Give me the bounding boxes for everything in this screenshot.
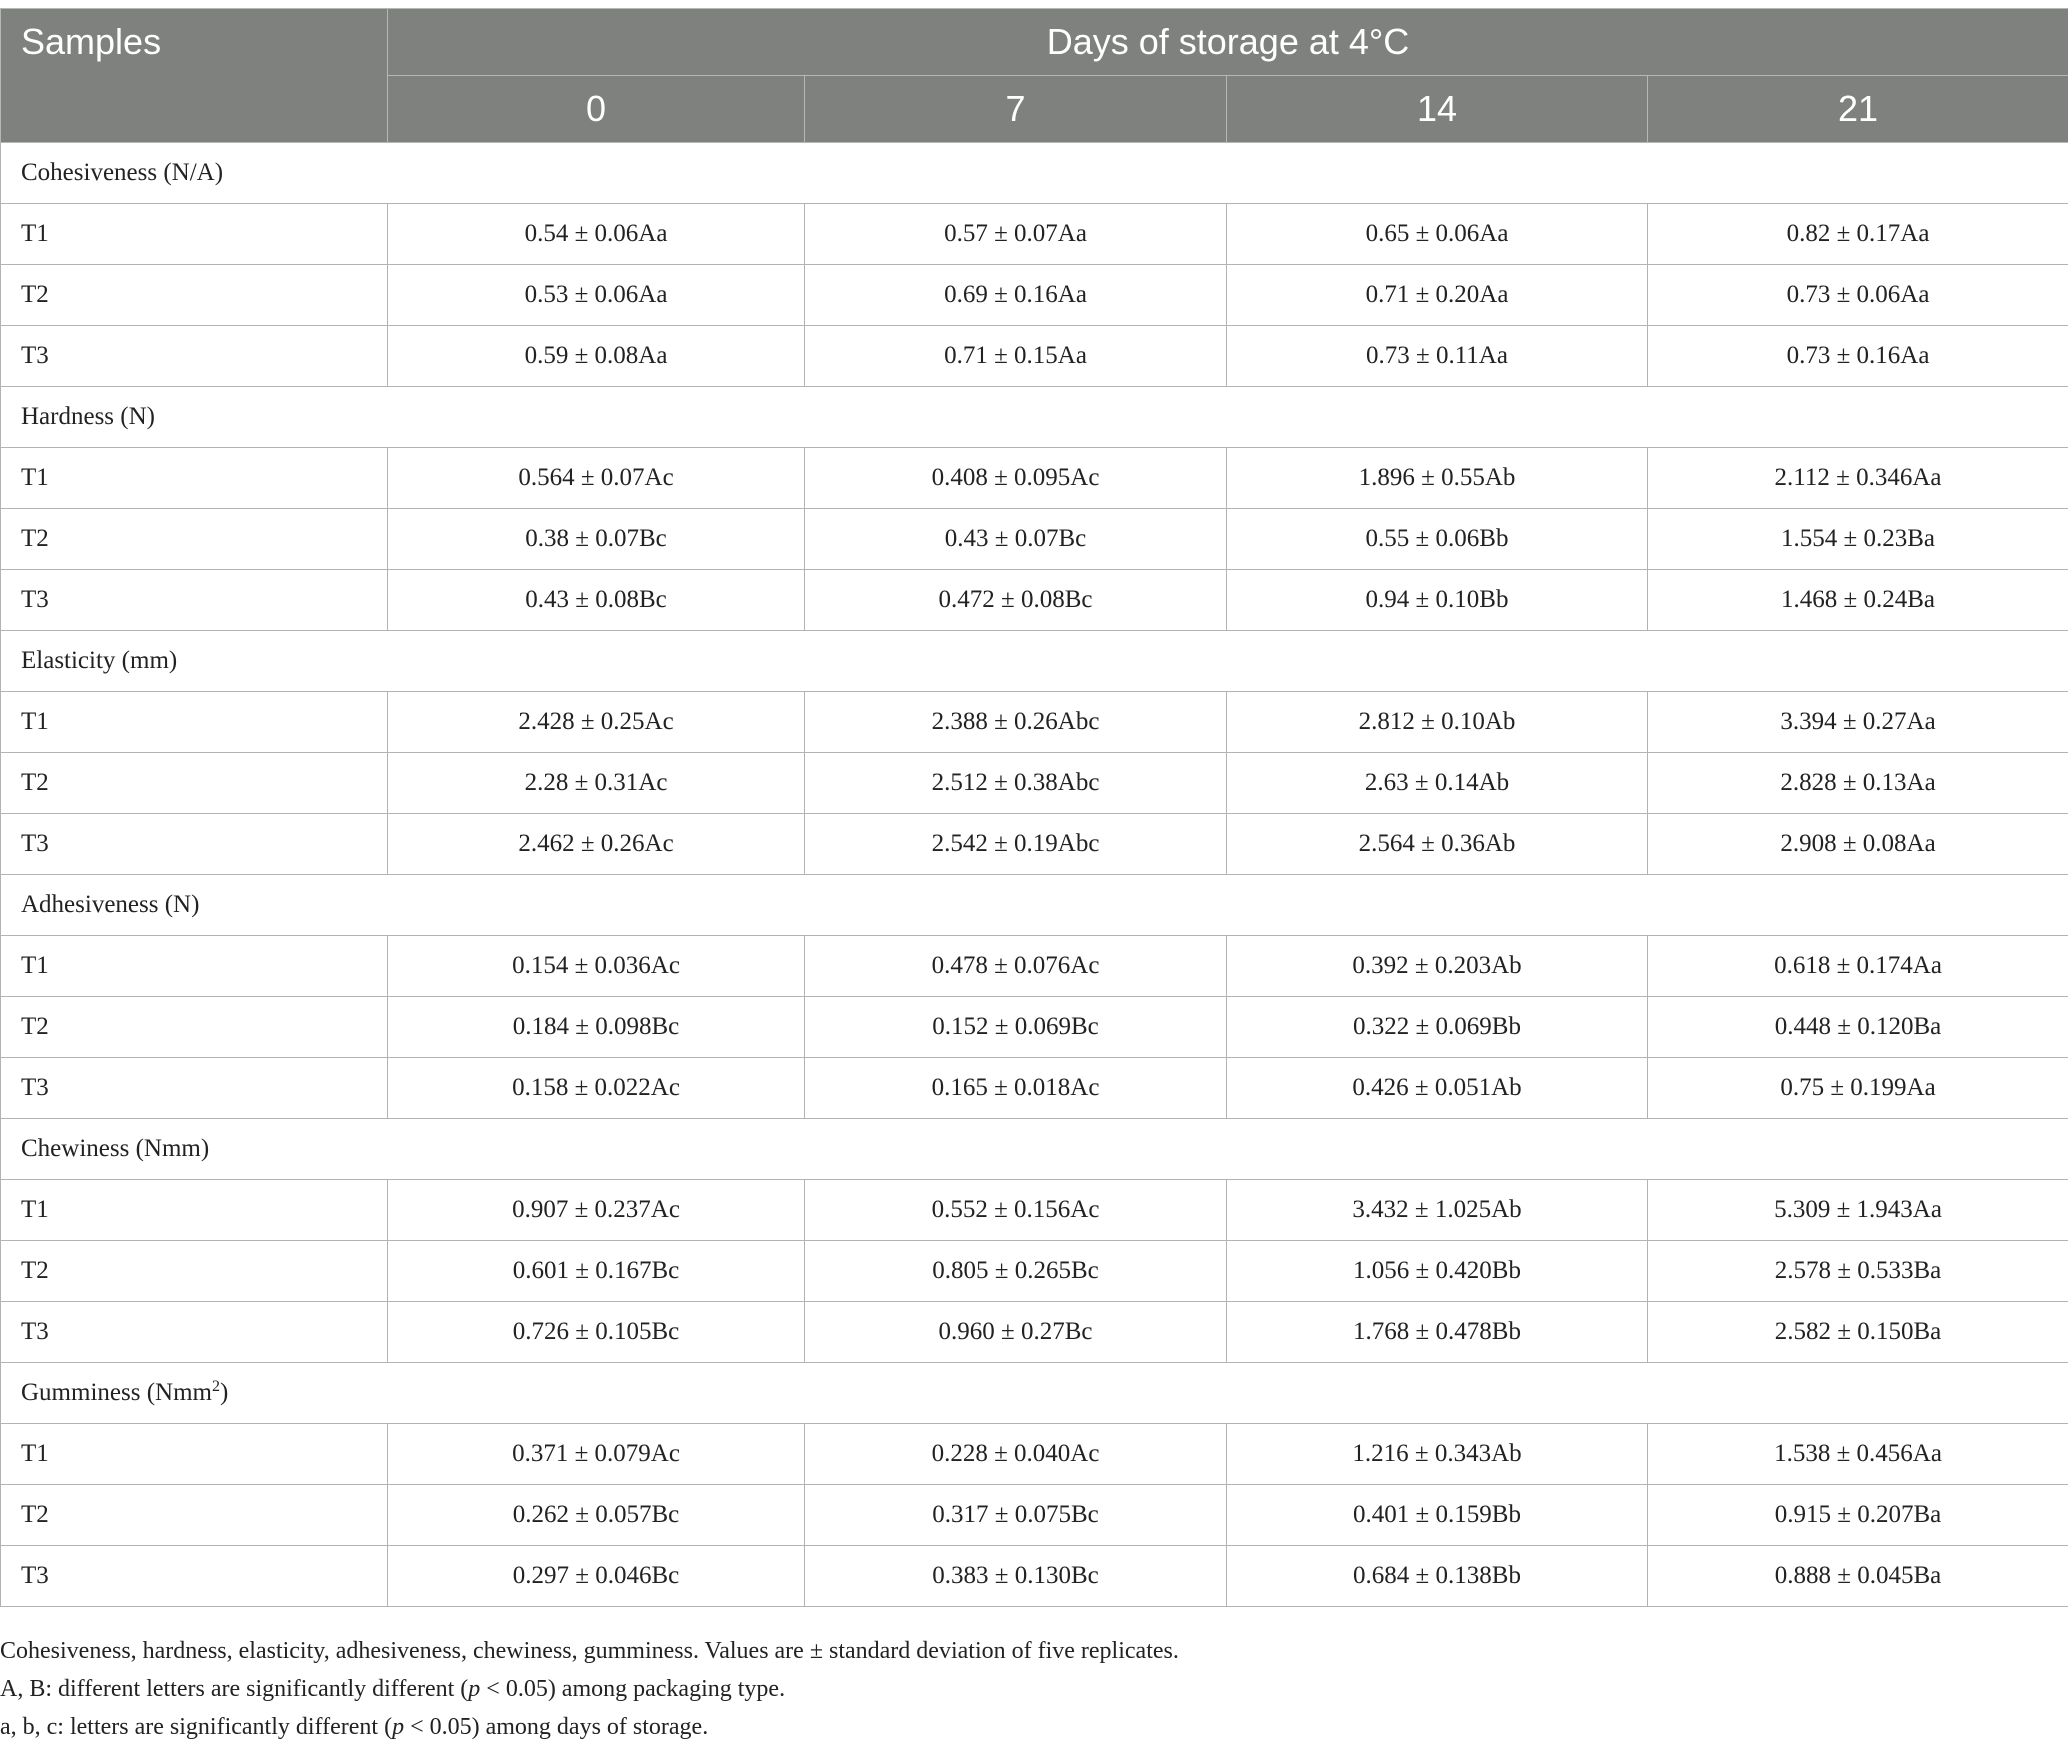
table-row (1, 448, 2068, 509)
table-cell: 0.38 ± 0.07Bc (388, 509, 805, 570)
group-row-chewiness (1, 1119, 2068, 1180)
table-cell: 2.428 ± 0.25Ac (388, 692, 805, 753)
group-row-cohesiveness (1, 143, 2068, 204)
group-label-text: Gumminess (Nmm (21, 1379, 212, 1406)
table-cell: 0.59 ± 0.08Aa (388, 326, 805, 387)
table-cell: 0.401 ± 0.159Bb (1227, 1485, 1648, 1546)
table-cell: 0.478 ± 0.076Ac (805, 936, 1227, 997)
table-cell: 0.73 ± 0.06Aa (1648, 265, 2068, 326)
table-cell: 3.394 ± 0.27Aa (1648, 692, 2068, 753)
table-cell: 3.432 ± 1.025Ab (1227, 1180, 1648, 1241)
footnote-2 (0, 1670, 2068, 1708)
table-footnotes (0, 1632, 2068, 1746)
table-cell: 1.538 ± 0.456Aa (1648, 1424, 2068, 1485)
footnote-2-text: A, B: different letters are significantly different ( (0, 1676, 469, 1702)
table-cell: 0.82 ± 0.17Aa (1648, 204, 2068, 265)
texture-table (0, 8, 2068, 1607)
sample-label: T3 (1, 1058, 388, 1119)
table-cell: 0.392 ± 0.203Ab (1227, 936, 1648, 997)
table-cell: 0.960 ± 0.27Bc (805, 1302, 1227, 1363)
table-cell: 0.684 ± 0.138Bb (1227, 1546, 1648, 1607)
header-days-of-storage: Days of storage at 4°C (388, 9, 2068, 76)
table-cell: 0.888 ± 0.045Ba (1648, 1546, 2068, 1607)
table-cell: 2.908 ± 0.08Aa (1648, 814, 2068, 875)
table-cell: 0.564 ± 0.07Ac (388, 448, 805, 509)
table-header (1, 9, 2068, 143)
header-day-21: 21 (1648, 76, 2068, 143)
table-cell: 0.601 ± 0.167Bc (388, 1241, 805, 1302)
table-cell: 2.28 ± 0.31Ac (388, 753, 805, 814)
table-cell: 0.618 ± 0.174Aa (1648, 936, 2068, 997)
group-label (1, 1363, 2068, 1424)
table-row (1, 997, 2068, 1058)
table-cell: 0.448 ± 0.120Ba (1648, 997, 2068, 1058)
group-label: Hardness (N) (1, 387, 2068, 448)
table-cell: 0.726 ± 0.105Bc (388, 1302, 805, 1363)
table-cell: 1.896 ± 0.55Ab (1227, 448, 1648, 509)
table-row (1, 1546, 2068, 1607)
footnote-3-text-tail: < 0.05) among days of storage. (404, 1714, 709, 1740)
table-cell: 0.94 ± 0.10Bb (1227, 570, 1648, 631)
sample-label: T1 (1, 692, 388, 753)
table-cell: 2.388 ± 0.26Abc (805, 692, 1227, 753)
sample-label: T3 (1, 814, 388, 875)
header-day-14: 14 (1227, 76, 1648, 143)
table-cell: 0.408 ± 0.095Ac (805, 448, 1227, 509)
table-cell: 0.154 ± 0.036Ac (388, 936, 805, 997)
table-cell: 0.472 ± 0.08Bc (805, 570, 1227, 631)
table-cell: 0.228 ± 0.040Ac (805, 1424, 1227, 1485)
footnote-1: Cohesiveness, hardness, elasticity, adhesiveness, chewiness, gumminess. Values are ± standard deviation of five replicates. (0, 1638, 1179, 1664)
sample-label: T3 (1, 1546, 388, 1607)
footnote-3 (0, 1708, 2068, 1746)
sample-label: T2 (1, 1485, 388, 1546)
table-row (1, 570, 2068, 631)
sample-label: T1 (1, 1180, 388, 1241)
table-cell: 0.43 ± 0.08Bc (388, 570, 805, 631)
table-cell: 0.158 ± 0.022Ac (388, 1058, 805, 1119)
group-row-adhesiveness (1, 875, 2068, 936)
sample-label: T1 (1, 448, 388, 509)
sample-label: T3 (1, 1302, 388, 1363)
p-symbol: p (392, 1714, 405, 1740)
table-cell: 0.54 ± 0.06Aa (388, 204, 805, 265)
table-cell: 0.907 ± 0.237Ac (388, 1180, 805, 1241)
table-cell: 2.582 ± 0.150Ba (1648, 1302, 2068, 1363)
table-cell: 2.812 ± 0.10Ab (1227, 692, 1648, 753)
table-cell: 0.73 ± 0.16Aa (1648, 326, 2068, 387)
table-row (1, 204, 2068, 265)
table-row (1, 326, 2068, 387)
sample-label: T1 (1, 204, 388, 265)
table-cell: 0.73 ± 0.11Aa (1227, 326, 1648, 387)
table-cell: 0.262 ± 0.057Bc (388, 1485, 805, 1546)
table-cell: 0.65 ± 0.06Aa (1227, 204, 1648, 265)
table-row (1, 265, 2068, 326)
table-cell: 2.828 ± 0.13Aa (1648, 753, 2068, 814)
header-day-7: 7 (805, 76, 1227, 143)
table-cell: 0.75 ± 0.199Aa (1648, 1058, 2068, 1119)
table-cell: 2.512 ± 0.38Abc (805, 753, 1227, 814)
sample-label: T2 (1, 1241, 388, 1302)
sample-label: T1 (1, 1424, 388, 1485)
group-label: Cohesiveness (N/A) (1, 143, 2068, 204)
table-row (1, 692, 2068, 753)
table-cell: 0.426 ± 0.051Ab (1227, 1058, 1648, 1119)
table-cell: 2.63 ± 0.14Ab (1227, 753, 1648, 814)
sample-label: T2 (1, 265, 388, 326)
table-cell: 1.468 ± 0.24Ba (1648, 570, 2068, 631)
table-body (1, 143, 2068, 1607)
table-cell: 2.462 ± 0.26Ac (388, 814, 805, 875)
table-cell: 0.915 ± 0.207Ba (1648, 1485, 2068, 1546)
table-cell: 0.317 ± 0.075Bc (805, 1485, 1227, 1546)
table-row (1, 936, 2068, 997)
sample-label: T3 (1, 326, 388, 387)
table-cell: 0.805 ± 0.265Bc (805, 1241, 1227, 1302)
table-row (1, 509, 2068, 570)
table-cell: 2.564 ± 0.36Ab (1227, 814, 1648, 875)
table-cell: 0.71 ± 0.15Aa (805, 326, 1227, 387)
table-row (1, 814, 2068, 875)
table-cell: 0.184 ± 0.098Bc (388, 997, 805, 1058)
sample-label: T2 (1, 997, 388, 1058)
table-cell: 0.43 ± 0.07Bc (805, 509, 1227, 570)
table-cell: 2.112 ± 0.346Aa (1648, 448, 2068, 509)
table-cell: 0.165 ± 0.018Ac (805, 1058, 1227, 1119)
table-cell: 0.55 ± 0.06Bb (1227, 509, 1648, 570)
table-cell: 2.578 ± 0.533Ba (1648, 1241, 2068, 1302)
table-cell: 1.056 ± 0.420Bb (1227, 1241, 1648, 1302)
table-cell: 0.152 ± 0.069Bc (805, 997, 1227, 1058)
table-row (1, 1302, 2068, 1363)
group-row-elasticity (1, 631, 2068, 692)
group-label: Adhesiveness (N) (1, 875, 2068, 936)
sample-label: T1 (1, 936, 388, 997)
table-row (1, 1424, 2068, 1485)
p-symbol: p (468, 1676, 481, 1702)
sample-label: T3 (1, 570, 388, 631)
table-row (1, 1485, 2068, 1546)
group-label-tail: ) (219, 1379, 229, 1406)
table-cell: 0.371 ± 0.079Ac (388, 1424, 805, 1485)
table-cell: 1.768 ± 0.478Bb (1227, 1302, 1648, 1363)
superscript-two: 2 (211, 1378, 220, 1395)
table-cell: 5.309 ± 1.943Aa (1648, 1180, 2068, 1241)
data-table-container (0, 8, 2068, 1607)
group-row-gumminess (1, 1363, 2068, 1424)
table-cell: 0.57 ± 0.07Aa (805, 204, 1227, 265)
table-cell: 0.322 ± 0.069Bb (1227, 997, 1648, 1058)
group-label: Elasticity (mm) (1, 631, 2068, 692)
footnote-3-text: a, b, c: letters are significantly different ( (0, 1714, 393, 1740)
table-cell: 1.216 ± 0.343Ab (1227, 1424, 1648, 1485)
table-cell: 0.69 ± 0.16Aa (805, 265, 1227, 326)
table-cell: 0.71 ± 0.20Aa (1227, 265, 1648, 326)
table-row (1, 1241, 2068, 1302)
table-cell: 0.552 ± 0.156Ac (805, 1180, 1227, 1241)
table-cell: 0.53 ± 0.06Aa (388, 265, 805, 326)
table-row (1, 1058, 2068, 1119)
group-row-hardness (1, 387, 2068, 448)
header-samples: Samples (1, 9, 388, 143)
table-row (1, 753, 2068, 814)
header-day-0: 0 (388, 76, 805, 143)
table-cell: 2.542 ± 0.19Abc (805, 814, 1227, 875)
table-cell: 1.554 ± 0.23Ba (1648, 509, 2068, 570)
footnote-2-text-tail: < 0.05) among packaging type. (480, 1676, 786, 1702)
table-cell: 0.297 ± 0.046Bc (388, 1546, 805, 1607)
sample-label: T2 (1, 509, 388, 570)
group-label: Chewiness (Nmm) (1, 1119, 2068, 1180)
table-row (1, 1180, 2068, 1241)
sample-label: T2 (1, 753, 388, 814)
table-cell: 0.383 ± 0.130Bc (805, 1546, 1227, 1607)
